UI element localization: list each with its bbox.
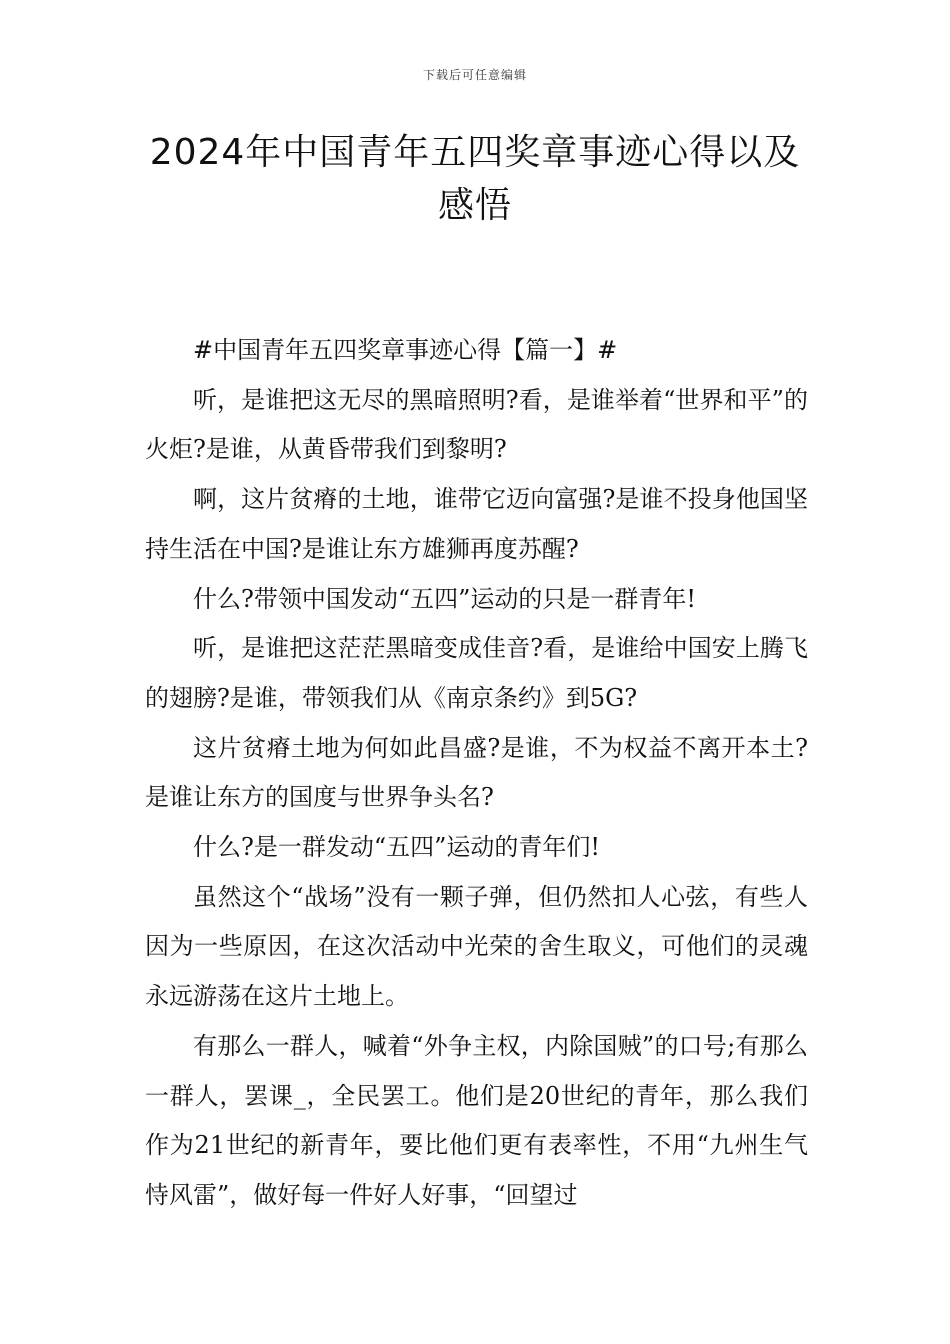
page-header-note: 下载后可任意编辑 <box>422 68 527 82</box>
paragraph: 听，是谁把这茫茫黑暗变成佳音?看，是谁给中国安上腾飞的翅膀?是谁，带领我们从《南京条约》到5G? <box>145 634 808 712</box>
paragraph: 什么?带领中国发动“五四”运动的只是一群青年! <box>193 584 697 613</box>
paragraph: 虽然这个“战场”没有一颗子弹，但仍然扣人心弦，有些人因为一些原因，在这次活动中光荣的舍生取义，可他们的灵魂永远游荡在这片土地上。 <box>145 882 808 1011</box>
paragraph: 什么?是一群发动“五四”运动的青年们! <box>193 833 601 862</box>
document-title: 2024年中国青年五四奖章事迹心得以及感悟 <box>149 132 801 226</box>
document-body <box>145 326 808 1221</box>
paragraph: 听，是谁把这无尽的黑暗照明?看，是谁举着“世界和平”的火炬?是谁，从黄昏带我们到黎明? <box>145 385 808 464</box>
paragraph: 啊，这片贫瘠的土地，谁带它迈向富强?是谁不投身他国坚持生活在中国?是谁让东方雄狮再度苏醒? <box>145 485 808 563</box>
paragraph: 这片贫瘠土地为何如此昌盛?是谁，不为权益不离开本土?是谁让东方的国度与世界争头名? <box>145 733 808 812</box>
section-heading: #中国青年五四奖章事迹心得【篇一】# <box>193 336 618 364</box>
paragraph: 有那么一群人，喊着“外争主权，内除国贼”的口号;有那么一群人，罢课_，全民罢工。他们是20世纪的青年，那么我们作为21世纪的新青年，要比他们更有表率性，不用“九州生气恃风雷”，做好每一件好人好事，“回望过 <box>145 1031 808 1209</box>
